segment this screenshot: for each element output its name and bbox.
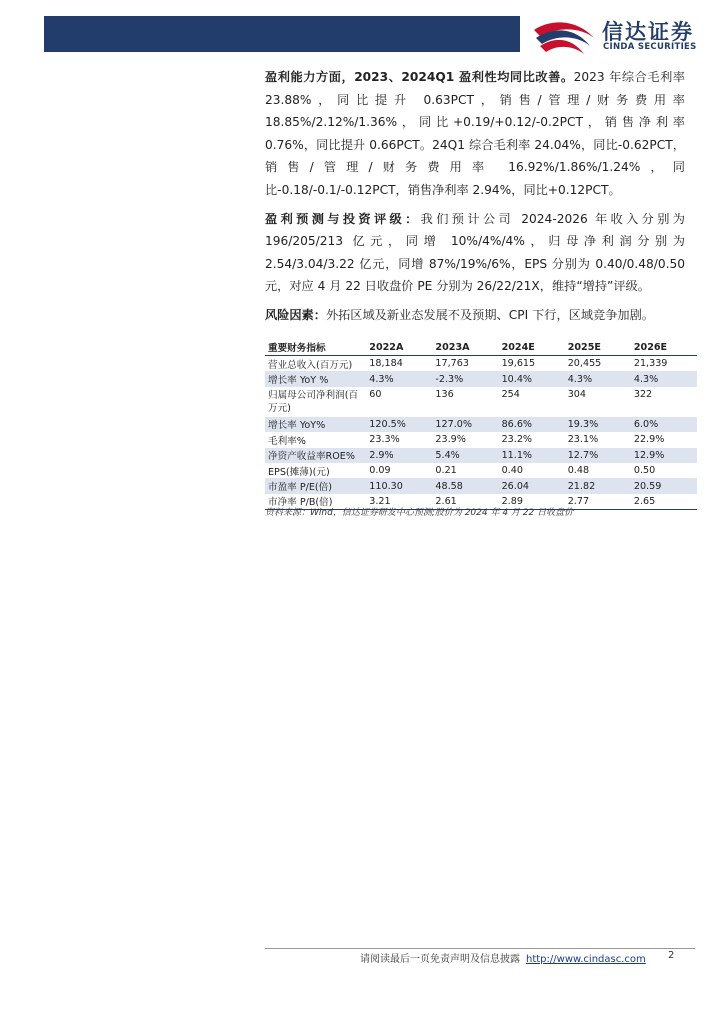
page-number: 2 (668, 950, 675, 961)
row-label: 市盈率 P/E(倍) (265, 478, 366, 493)
footer-divider (265, 948, 695, 949)
row-label: 增长率 YoY% (265, 417, 366, 432)
table-cell: 2.77 (565, 494, 631, 510)
table-row (265, 417, 697, 432)
table-cell: 127.0% (432, 417, 498, 432)
row-label: 市净率 P/B(倍) (265, 494, 366, 510)
table-cell: 12.9% (631, 448, 697, 463)
table-cell: 20.59 (631, 478, 697, 493)
table-cell: 322 (633, 388, 653, 400)
table-cell: 304 (567, 388, 587, 400)
cinda-logo-mark-icon (530, 14, 598, 56)
table-cell: 0.48 (567, 465, 590, 477)
table-cell: 4.3% (631, 371, 697, 386)
table-cell: 2.89 (499, 494, 565, 510)
table-cell: 2.9% (366, 448, 432, 463)
risk-text: 外拓区域及新业态发展不及预期、CPI 下行，区域竞争加剧。 (325, 307, 654, 322)
table-cell: 23.3% (369, 434, 400, 446)
row-label: 净资产收益率ROE% (265, 448, 366, 463)
table-cell: 23.2% (501, 434, 533, 446)
forecast-heading: 盈利预测与投资评级： (265, 211, 421, 226)
table-header-cell: 2022A (366, 339, 432, 356)
table-cell: 5.4% (432, 448, 498, 463)
table-row (265, 432, 697, 447)
table-header-cell: 重要财务指标 (265, 339, 366, 356)
profitability-text: 2023 年综合毛利率 23.88%，同比提升 0.63PCT，销售/管理/财务费用率 18.85%/2.12%/1.36%，同比+0.19/+0.12/-0.2PCT，销售净利率 0.76%，同比提升 0.66PCT。24Q1 综合毛利率 24.04%，同比-0.62PCT，销售/管理/财务费用率 16.92%/1.86%/1.24%，同比-0.18/-0.1/-0.12PCT，销售净利率 2.94%，同比+0.12PCT。 (265, 70, 685, 197)
table-cell: 136 (435, 388, 454, 400)
table-cell: 20,455 (567, 358, 602, 370)
forecast-text: 我们预计公司 2024-2026 年收入分别为 196/205/213 亿元，同增 10%/4%/4%，归母净利润分别为 2.54/3.04/3.22 亿元，同增 87%/19%/6%，EPS 分别为 0.40/0.48/0.50 元，对应 4 月 22 日收盘价 PE 分别为 26/22/21X，维持“增持”评级。 (265, 211, 685, 294)
table-row (265, 387, 697, 417)
table-cell: 12.7% (565, 448, 631, 463)
logo-chinese-name: 信达证券 (602, 20, 694, 44)
row-label: 增长率 YoY % (265, 371, 366, 386)
table-cell: 0.40 (501, 465, 523, 477)
table-cell: 21,339 (633, 358, 668, 370)
footer-website-link[interactable]: http://www.cindasc.com (526, 954, 646, 965)
table-cell: 18,184 (369, 358, 403, 370)
table-cell: 3.21 (366, 494, 432, 510)
table-cell: 23.1% (567, 434, 599, 446)
table-cell: 17,763 (435, 358, 469, 370)
table-header-cell: 2024E (499, 339, 565, 356)
footer-disclaimer: 请阅读最后一页免责声明及信息披露 (360, 954, 520, 965)
risk-heading: 风险因素： (265, 307, 326, 322)
table-row (265, 463, 697, 478)
table-row (265, 478, 697, 493)
table-header-row (265, 339, 697, 356)
table-cell: 110.30 (366, 478, 432, 493)
table-cell: 10.4% (499, 371, 565, 386)
table-row (265, 356, 697, 372)
risk-paragraph (265, 304, 685, 327)
table-header-cell: 2023A (432, 339, 498, 356)
header-bar (44, 16, 520, 52)
table-cell: 6.0% (631, 417, 697, 432)
table-cell: 22.9% (633, 434, 665, 446)
row-label: 毛利率% (268, 435, 306, 447)
table-cell: 2.65 (631, 494, 697, 510)
row-label: 归属母公司净利润(百万元) (268, 389, 359, 414)
table-row (265, 371, 697, 386)
table-cell: 19,615 (501, 358, 536, 370)
table-cell: 0.21 (435, 465, 457, 477)
table-cell: 0.50 (633, 465, 656, 477)
table-cell: 48.58 (432, 478, 498, 493)
cinda-logo (530, 14, 710, 56)
financial-indicators-table (265, 339, 697, 510)
table-cell: 11.1% (499, 448, 565, 463)
table-cell: 254 (501, 388, 520, 400)
table-cell: -2.3% (432, 371, 498, 386)
table-cell: 86.6% (499, 417, 565, 432)
table-cell: 60 (369, 388, 382, 400)
main-content (265, 66, 685, 333)
forecast-paragraph (265, 208, 685, 298)
table-header-cell: 2026E (631, 339, 697, 356)
row-label: 营业总收入(百万元) (268, 359, 353, 371)
table-cell: 21.82 (565, 478, 631, 493)
table-cell: 19.3% (565, 417, 631, 432)
profitability-heading: 盈利能力方面，2023、2024Q1 盈利性均同比改善。 (265, 70, 574, 84)
table-source-note: 资料来源：Wind，信达证券研发中心预测;股价为 2024 年 4 月 22 日收盘价 (265, 508, 574, 518)
footer (360, 950, 646, 965)
table-cell: 4.3% (366, 371, 432, 386)
table-cell: 0.09 (369, 465, 391, 477)
table-cell: 120.5% (366, 417, 432, 432)
row-label: EPS(摊薄)(元) (268, 466, 330, 478)
table-cell: 26.04 (499, 478, 565, 493)
table-row (265, 448, 697, 463)
table-cell: 4.3% (565, 371, 631, 386)
profitability-paragraph (265, 66, 685, 202)
table-cell: 23.9% (435, 434, 466, 446)
logo-english-name: CINDA SECURITIES (603, 42, 697, 52)
table-header-cell: 2025E (565, 339, 631, 356)
table-cell: 2.61 (432, 494, 498, 510)
